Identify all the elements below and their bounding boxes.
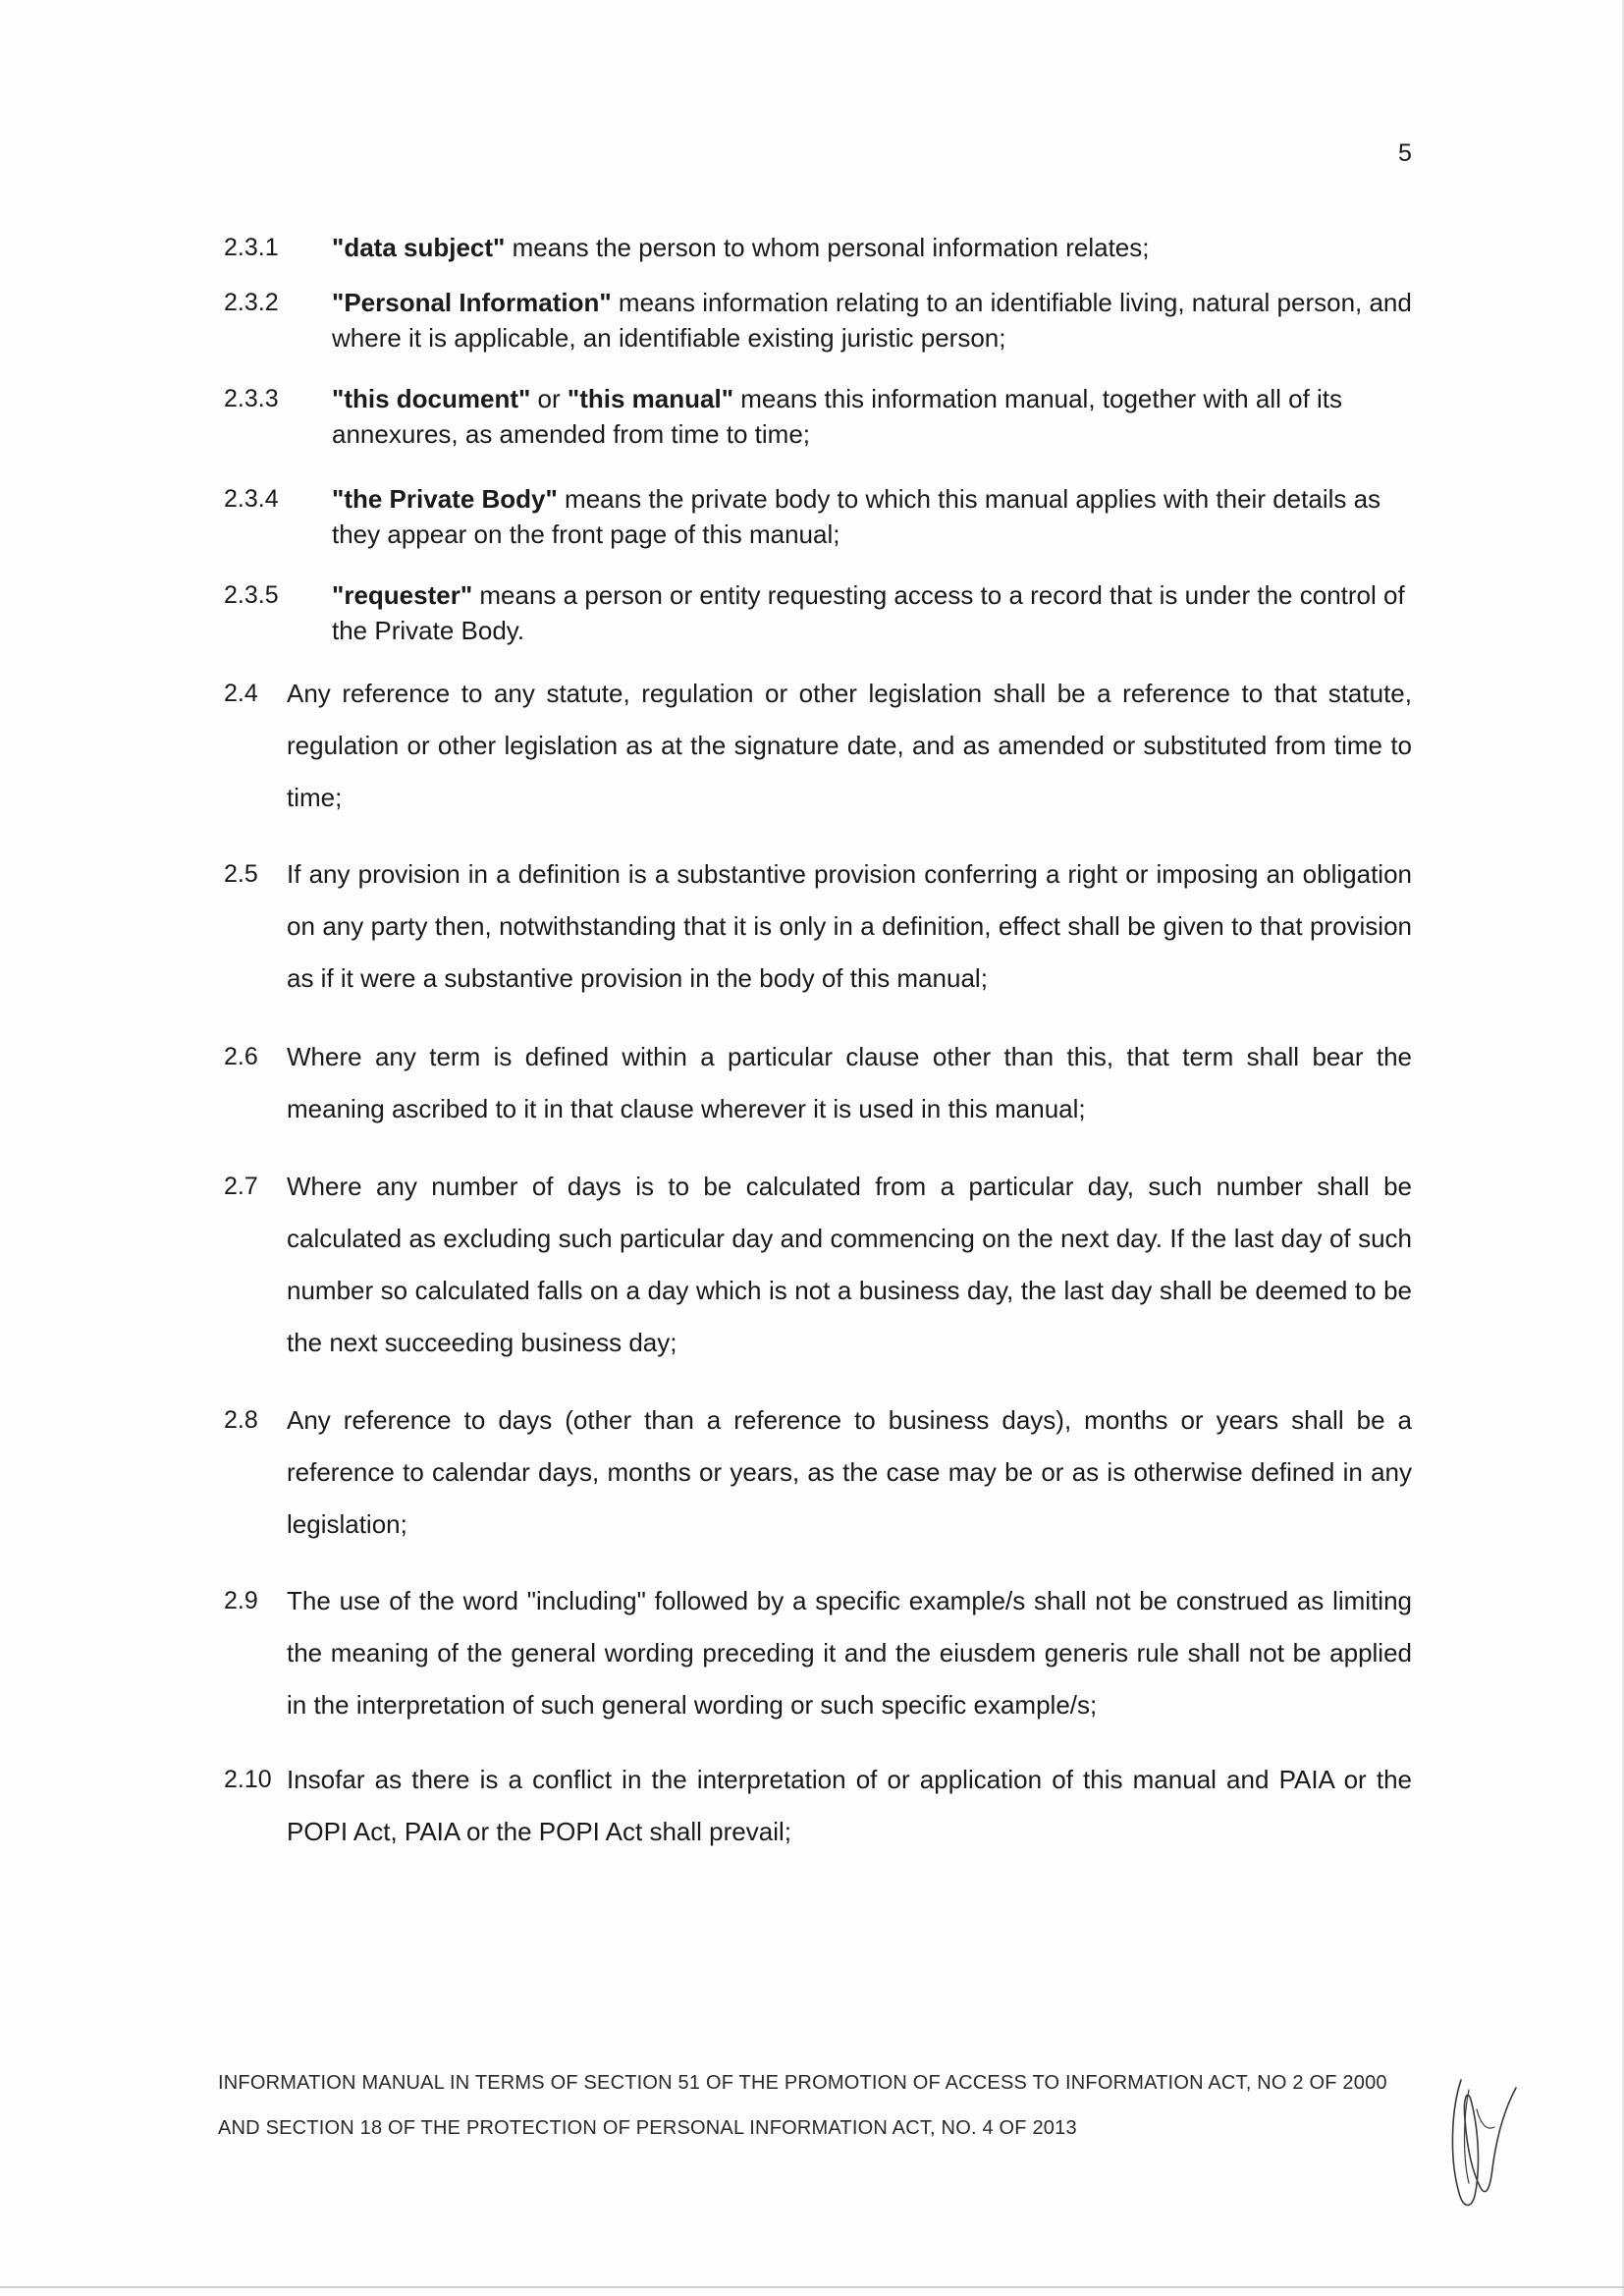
footer-line-2: AND SECTION 18 OF THE PROTECTION OF PERSONAL INFORMATION ACT, NO. 4 OF 2013: [218, 2117, 1077, 2139]
definition-text: [332, 381, 1412, 452]
clause-number: 2.7: [224, 1173, 258, 1200]
definition-text: [332, 285, 1412, 355]
clause-number: 2.8: [224, 1406, 258, 1434]
clause-item: [224, 668, 1412, 824]
definition-number: 2.3.3: [224, 385, 279, 412]
clause-text: Where any term is defined within a particular clause other than this, that term shall bear the meaning ascribed to it in that clause wherever it is used in this manual;: [287, 1042, 1412, 1123]
clause-item: [224, 1031, 1412, 1135]
definition-item: [224, 577, 1412, 648]
clause-number: 2.5: [224, 860, 258, 888]
handwritten-initials: [1441, 2070, 1520, 2217]
definition-item: [224, 230, 1412, 265]
clause-number: 2.10: [224, 1766, 272, 1793]
clause-text: Any reference to days (other than a reference to business days), months or years shall be a reference to calendar days, months or years, as the case may be or as is otherwise defined in any legislation;: [287, 1405, 1412, 1539]
definition-text: [332, 577, 1412, 648]
clause-number: 2.6: [224, 1043, 258, 1070]
page-bottom-edge: [0, 2286, 1624, 2288]
clause-text: Any reference to any statute, regulation or other legislation shall be a reference to that statute, regulation or other legislation as at the signature date, and as amended or substituted from time to time;: [287, 679, 1412, 812]
definition-number: 2.3.2: [224, 289, 279, 316]
definition-item: [224, 381, 1412, 452]
definition-number: 2.3.5: [224, 581, 279, 609]
definition-item: [224, 285, 1412, 355]
definition-body: means a person or entity requesting access to a record that is under the control of the Private Body.: [332, 580, 1405, 645]
definition-body: means the person to whom personal information relates;: [505, 233, 1150, 262]
defined-term: "this manual": [567, 384, 734, 413]
clause-text: If any provision in a definition is a substantive provision conferring a right or imposing an obligation on any party then, notwithstanding that it is only in a definition, effect shall be given to that provision as if it were a substantive provision in the body of this manual;: [287, 859, 1412, 993]
defined-term: "Personal Information": [332, 288, 612, 317]
clause-text: Where any number of days is to be calculated from a particular day, such number shall be calculated as excluding such particular day and commencing on the next day. If the last day of such number so calculated falls on a day which is not a business day, the last day shall be deemed to be the next succeeding business day;: [287, 1172, 1412, 1357]
defined-term: "data subject": [332, 233, 506, 262]
defined-term: "requester": [332, 580, 473, 610]
footer-line-1: INFORMATION MANUAL IN TERMS OF SECTION 51 OF THE PROMOTION OF ACCESS TO INFORMATION ACT, NO 2 OF 2000: [218, 2072, 1387, 2094]
clause-number: 2.9: [224, 1587, 258, 1614]
definition-item: [224, 481, 1412, 552]
clause-item: [224, 848, 1412, 1005]
definition-number: 2.3.1: [224, 234, 279, 261]
clause-item: [224, 1754, 1412, 1858]
definition-number: 2.3.4: [224, 485, 279, 513]
defined-term: "this document": [332, 384, 531, 413]
clause-item: [224, 1575, 1412, 1731]
definition-text: [332, 230, 1412, 265]
definition-connector: or: [530, 384, 568, 413]
clause-number: 2.4: [224, 680, 258, 707]
defined-term: "the Private Body": [332, 484, 558, 514]
clause-item: [224, 1161, 1412, 1369]
definition-text: [332, 481, 1412, 552]
definition-body: means the private body to which this manual applies with their details as they appear on the front page of this manual;: [332, 484, 1381, 549]
page-footer: [218, 2060, 1426, 2151]
definition-body: means information relating to an identifiable living, natural person, and where it is applicable, an identifiable existing juristic person;: [332, 288, 1412, 353]
page-number: 5: [1398, 139, 1412, 167]
clause-text: Insofar as there is a conflict in the interpretation of or application of this manual and PAIA or the POPI Act, PAIA or the POPI Act shall prevail;: [287, 1765, 1412, 1846]
clause-text: The use of the word "including" followed by a specific example/s shall not be construed as limiting the meaning of the general wording preceding it and the eiusdem generis rule shall not be applied in the interpretation of such general wording or such specific example/s;: [287, 1586, 1412, 1720]
clause-item: [224, 1394, 1412, 1551]
definition-body: means this information manual, together with all of its annexures, as amended from time to time;: [332, 384, 1343, 449]
